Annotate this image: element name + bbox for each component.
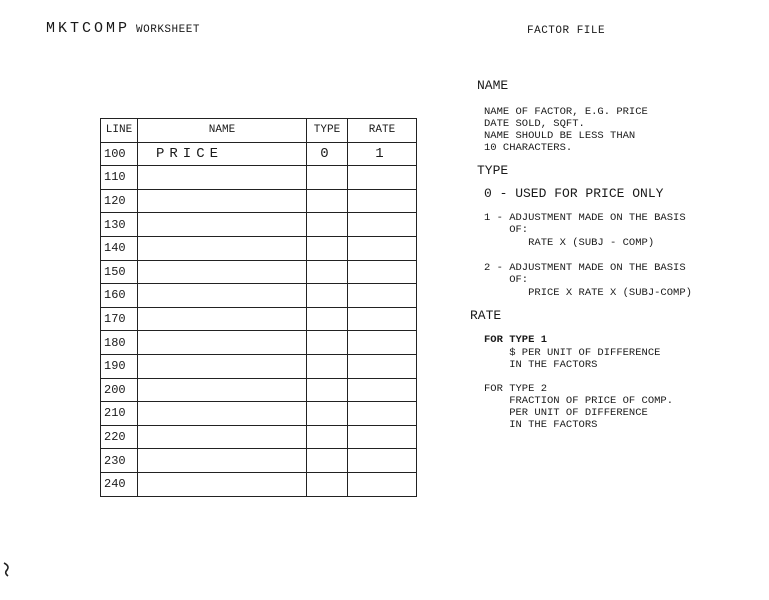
type-1-line-1: 1 - ADJUSTMENT MADE ON THE BASIS (484, 212, 686, 224)
cell-name[interactable] (138, 236, 307, 260)
cell-name[interactable] (138, 449, 307, 473)
cell-rate[interactable] (348, 260, 417, 284)
cell-name-value (138, 358, 156, 374)
table-row (101, 425, 417, 449)
cell-name-value (138, 335, 156, 351)
name-description: NAME OF FACTOR, E.G. PRICE DATE SOLD, SQFT. NAME SHOULD BE LESS THAN 10 CHARACTERS. (484, 106, 648, 154)
cell-type[interactable] (307, 142, 348, 166)
cell-name-value (138, 429, 156, 445)
cell-name-value (138, 382, 156, 398)
col-header-type: TYPE (307, 119, 348, 143)
col-header-rate: RATE (348, 119, 417, 143)
table-row (101, 213, 417, 237)
cell-type[interactable] (307, 472, 348, 496)
cell-rate[interactable] (348, 307, 417, 331)
cell-line: 190 (101, 354, 138, 378)
cell-line: 160 (101, 284, 138, 308)
cell-name[interactable] (138, 354, 307, 378)
cell-rate[interactable] (348, 378, 417, 402)
cell-name-value (138, 453, 156, 469)
table-row (101, 449, 417, 473)
type-2-line-2: OF: (484, 274, 529, 286)
title-subtitle: WORKSHEET (136, 24, 200, 36)
table-row (101, 236, 417, 260)
cell-rate[interactable] (348, 142, 417, 166)
type-1-line-2: OF: (484, 224, 529, 236)
cell-name-value (138, 311, 156, 327)
cell-rate[interactable] (348, 284, 417, 308)
title-text: MKTCOMP (46, 20, 131, 37)
cell-name-value (138, 169, 156, 185)
cell-name[interactable] (138, 260, 307, 284)
cell-type-value: 0 (320, 145, 334, 162)
cell-name-value (138, 287, 156, 303)
cell-type[interactable] (307, 284, 348, 308)
cell-rate[interactable] (348, 354, 417, 378)
cell-type[interactable] (307, 402, 348, 426)
cell-name[interactable] (138, 425, 307, 449)
table-row (101, 331, 417, 355)
cell-line: 230 (101, 449, 138, 473)
cell-name[interactable] (138, 166, 307, 190)
table-header-row (101, 119, 417, 143)
scan-mark (2, 560, 12, 583)
cell-line: 220 (101, 425, 138, 449)
table-row (101, 472, 417, 496)
cell-name-value (138, 217, 156, 233)
cell-line: 210 (101, 402, 138, 426)
table-row (101, 378, 417, 402)
scan-mark-glyph (2, 560, 12, 578)
cell-name-value (138, 405, 156, 421)
cell-line: 110 (101, 166, 138, 190)
cell-type[interactable] (307, 166, 348, 190)
cell-line: 200 (101, 378, 138, 402)
cell-rate[interactable] (348, 189, 417, 213)
type-0-description: 0 - USED FOR PRICE ONLY (484, 186, 664, 201)
table-row (101, 189, 417, 213)
rate-type-2-text: FRACTION OF PRICE OF COMP. PER UNIT OF DIFFERENCE IN THE FACTORS (509, 395, 674, 431)
cell-type[interactable] (307, 425, 348, 449)
cell-name[interactable] (138, 472, 307, 496)
cell-name-value (138, 193, 156, 209)
rate-type-1-text: $ PER UNIT OF DIFFERENCE IN THE FACTORS (509, 347, 661, 371)
type-1-formula: RATE X (SUBJ - COMP) (484, 237, 655, 249)
rate-type-1-heading: FOR TYPE 1 (484, 334, 548, 346)
table-row (101, 284, 417, 308)
cell-name-value (138, 240, 156, 256)
rate-heading: RATE (470, 308, 502, 323)
factor-file-title: FACTOR FILE (527, 25, 606, 37)
type-heading: TYPE (477, 163, 509, 178)
cell-rate[interactable] (348, 166, 417, 190)
cell-rate[interactable] (348, 425, 417, 449)
name-heading: NAME (477, 78, 509, 93)
cell-name[interactable] (138, 402, 307, 426)
cell-name-value (138, 264, 156, 280)
cell-name[interactable] (138, 331, 307, 355)
worksheet-title (46, 20, 200, 37)
cell-line: 180 (101, 331, 138, 355)
cell-type[interactable] (307, 449, 348, 473)
cell-name[interactable] (138, 284, 307, 308)
cell-rate-value: 1 (375, 145, 389, 162)
cell-type[interactable] (307, 260, 348, 284)
cell-type[interactable] (307, 236, 348, 260)
cell-name[interactable] (138, 142, 307, 166)
cell-type[interactable] (307, 354, 348, 378)
cell-name[interactable] (138, 213, 307, 237)
table-row (101, 142, 417, 166)
cell-name[interactable] (138, 189, 307, 213)
type-2-formula: PRICE X RATE X (SUBJ-COMP) (484, 287, 692, 299)
cell-type[interactable] (307, 331, 348, 355)
col-header-name: NAME (138, 119, 307, 143)
rate-type-2-heading: FOR TYPE 2 (484, 383, 548, 395)
cell-line: 170 (101, 307, 138, 331)
cell-line: 100 (101, 142, 138, 166)
table-row (101, 402, 417, 426)
cell-line: 150 (101, 260, 138, 284)
cell-name[interactable] (138, 307, 307, 331)
table-row (101, 260, 417, 284)
col-header-line: LINE (101, 119, 138, 143)
cell-line: 240 (101, 472, 138, 496)
cell-line: 130 (101, 213, 138, 237)
table-row (101, 354, 417, 378)
worksheet-table (100, 118, 417, 497)
cell-line: 120 (101, 189, 138, 213)
cell-rate[interactable] (348, 402, 417, 426)
cell-name[interactable] (138, 378, 307, 402)
cell-rate[interactable] (348, 236, 417, 260)
cell-name-value (138, 476, 156, 492)
cell-type[interactable] (307, 307, 348, 331)
table-row (101, 307, 417, 331)
cell-line: 140 (101, 236, 138, 260)
cell-rate[interactable] (348, 213, 417, 237)
cell-name-value: PRICE (156, 145, 224, 162)
type-2-line-1: 2 - ADJUSTMENT MADE ON THE BASIS (484, 262, 686, 274)
cell-type[interactable] (307, 378, 348, 402)
cell-type[interactable] (307, 213, 348, 237)
cell-rate[interactable] (348, 472, 417, 496)
cell-type[interactable] (307, 189, 348, 213)
cell-rate[interactable] (348, 449, 417, 473)
table-row (101, 166, 417, 190)
cell-rate[interactable] (348, 331, 417, 355)
